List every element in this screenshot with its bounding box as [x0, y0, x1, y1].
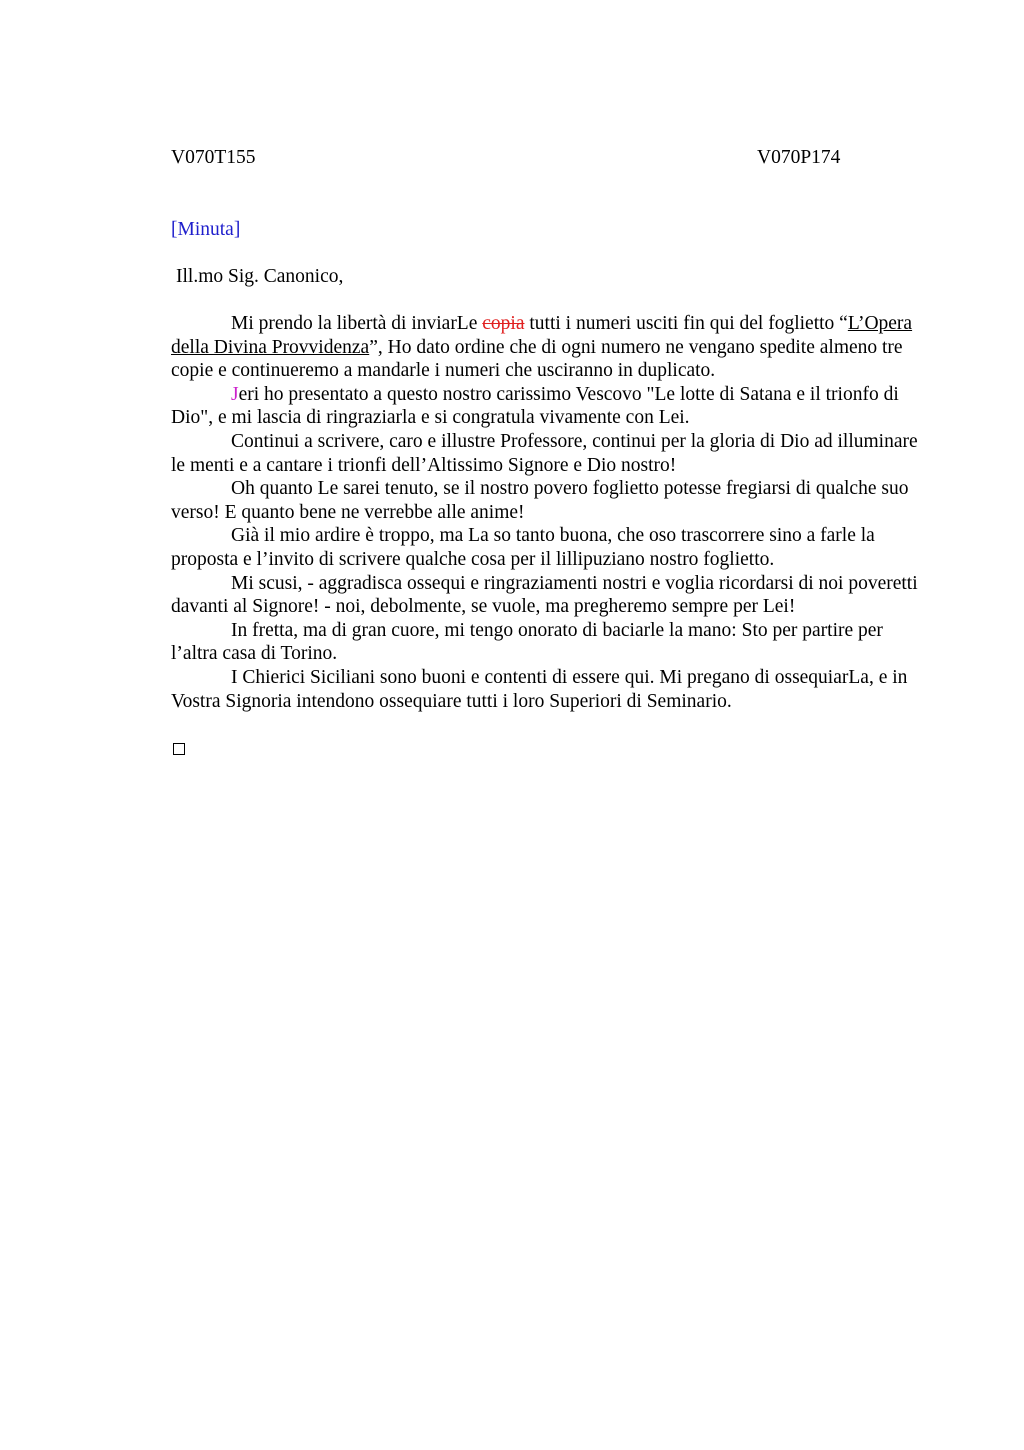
minuta-label: [Minuta] [171, 219, 241, 240]
document-code-right: V070P174 [757, 147, 841, 168]
paragraph-2 [171, 383, 931, 430]
paragraph-7: In fretta, ma di gran cuore, mi tengo onorato di baciarle la mano: Sto per partire per l’altra casa di Torino. [171, 619, 883, 665]
paragraph-2-text: eri ho presentato a questo nostro carissimo Vescovo "Le lotte di Satana e il trionfo di Dio", e mi lascia di ringraziarla e si congratula vivamente con Lei. [171, 383, 899, 429]
paragraph-6: Mi scusi, - aggradisca ossequi e ringraziamenti nostri e voglia ricordarsi di noi poveretti davanti al Signore! - noi, debolmente, se vuole, ma pregheremo sempre per Lei! [171, 572, 918, 618]
paragraph-8: I Chierici Siciliani sono buoni e contenti di essere qui. Mi pregano di ossequiarLa, e in Vostra Signoria intendono ossequiare tutti i loro Superiori di Seminario. [171, 666, 908, 712]
paragraph-1-text-a: Mi prendo la libertà di inviarLe [231, 313, 483, 334]
paragraph-4: Oh quanto Le sarei tenuto, se il nostro povero foglietto potesse fregiarsi di qualche suo verso! E quanto bene ne verrebbe alle anime! [171, 478, 909, 523]
document-code-left: V070T155 [171, 147, 256, 168]
paragraph-1 [171, 312, 931, 383]
letter-body [171, 312, 931, 713]
paragraph-1-text-c: ”, Ho dato ordine che di ogni numero ne vengano spedite almeno tre copie e continueremo a mandarle i numeri che usciranno in duplicato. [171, 336, 903, 382]
paragraph-3: Continui a scrivere, caro e illustre Professore, continui per la gloria di Dio ad illuminare le menti e a cantare i trionfi dell’Altissimo Signore e Dio nostro! [171, 430, 918, 476]
struck-word: copia [482, 313, 525, 334]
paragraph-5: Già il mio ardire è troppo, ma La so tanto buona, che oso trascorrere sino a farle la proposta e l’invito di scrivere qualche cosa per il lillipuziano nostro foglietto. [171, 525, 875, 570]
publication-title: L’Opera della Divina Provvidenza [171, 313, 913, 358]
highlighted-initial: J [231, 383, 239, 405]
paragraph-1-text-b: tutti i numeri usciti fin qui del foglietto “ [524, 313, 848, 334]
empty-square-icon [173, 743, 185, 755]
salutation: Ill.mo Sig. Canonico, [176, 266, 344, 287]
